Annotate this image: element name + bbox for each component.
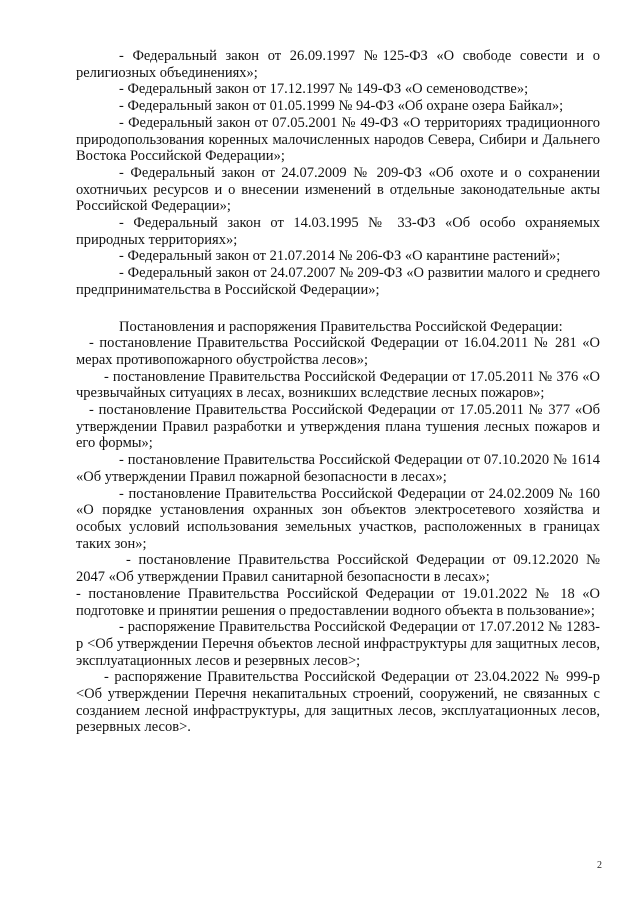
list-item: - постановление Правительства Российской Федерации от 19.01.2022 № 18 «О подготовке и принятии решения о предоставлении водного объекта в пользование»; xyxy=(76,585,600,619)
list-item: - Федеральный закон от 17.12.1997 № 149-ФЗ «О семеноводстве»; xyxy=(119,81,529,98)
list-item: - постановление Правительства Российской Федерации от 07.10.2020 № 1614 «Об утверждении Правил пожарной безопасности в лесах»; xyxy=(76,452,600,485)
list-item: - распоряжение Правительства Российской Федерации от 23.04.2022 № 999-р <Об утверждении Перечня некапитальных строений, сооружений, не связанных с созданием лесной инфраструктуры, для защитных лесов, эксплуатационных лесов, резервных лесов>. xyxy=(76,669,600,736)
list-item: - постановление Правительства Российской Федерации от 16.04.2011 № 281 «О мерах противопожарного обустройства лесов»; xyxy=(76,335,600,368)
list-item: - Федеральный закон от 24.07.2007 № 209-ФЗ «О развитии малого и среднего предпринимательства в Российской Федерации»; xyxy=(76,265,600,298)
list-item: - постановление Правительства Российской Федерации от 24.02.2009 № 160 «О порядке установления охранных зон объектов электросетевого хозяйства и особых условий использования земельных участков, расположенных в границах таких зон»; xyxy=(76,485,600,552)
section-heading: Постановления и распоряжения Правительства Российской Федерации: xyxy=(119,318,563,335)
federal-laws-list xyxy=(76,48,600,299)
section-spacer xyxy=(76,299,600,319)
page-number: 2 xyxy=(597,860,602,871)
list-item: - постановление Правительства Российской Федерации от 17.05.2011 № 376 «О чрезвычайных ситуациях в лесах, возникших вследствие лесных пожаров»; xyxy=(76,368,600,402)
list-item: - распоряжение Правительства Российской Федерации от 17.07.2012 № 1283-р <Об утверждении Перечня объектов лесной инфраструктуры для защитных лесов, эксплуатационных лесов и резервных лесов>; xyxy=(76,619,600,669)
government-acts-list xyxy=(76,335,600,736)
list-item: - Федеральный закон от 07.05.2001 № 49-ФЗ «О территориях традиционного природопользования коренных малочисленных народов Севера, Сибири и Дальнего Востока Российской Федерации»; xyxy=(76,114,600,165)
list-item: - Федеральный закон от 21.07.2014 № 206-ФЗ «О карантине растений»; xyxy=(119,248,561,265)
list-item: - постановление Правительства Российской Федерации от 09.12.2020 № 2047 «Об утверждении Правил санитарной безопасности в лесах»; xyxy=(76,552,600,586)
list-item: - Федеральный закон от 24.07.2009 № 209-ФЗ «Об охоте и о сохранении охотничьих ресурсов и о внесении изменений в отдельные законодательные акты Российской Федерации»; xyxy=(76,164,600,215)
list-item: - Федеральный закон от 01.05.1999 № 94-ФЗ «Об охране озера Байкал»; xyxy=(119,98,564,115)
list-item: - постановление Правительства Российской Федерации от 17.05.2011 № 377 «Об утверждении Правил разработки и утверждения плана тушения лесных пожаров и его формы»; xyxy=(76,402,600,452)
list-item: - Федеральный закон от 14.03.1995 № 33-ФЗ «Об особо охраняемых природных территориях»; xyxy=(76,215,600,248)
list-item: - Федеральный закон от 26.09.1997 №125-ФЗ «О свободе совести и о религиозных объединениях»; xyxy=(76,48,600,81)
